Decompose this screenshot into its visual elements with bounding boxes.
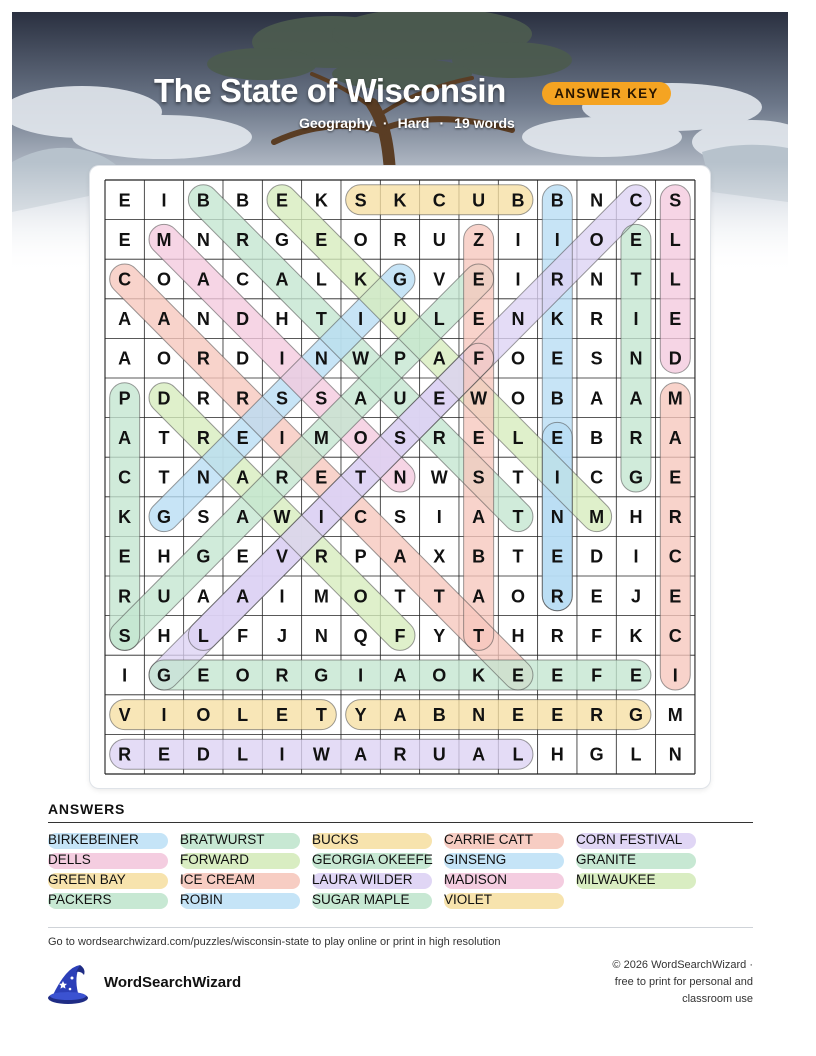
grid-letter[interactable]: A <box>118 348 132 369</box>
grid-letter[interactable]: I <box>672 665 678 686</box>
puzzle-meta <box>299 115 515 131</box>
grid-letter[interactable]: S <box>472 467 485 488</box>
grid-letter[interactable]: R <box>196 348 210 369</box>
grid-letter[interactable]: O <box>353 586 368 607</box>
grid-letter[interactable]: C <box>432 190 446 211</box>
grid-letter[interactable]: E <box>472 309 485 330</box>
grid-letter[interactable]: B <box>590 427 604 448</box>
grid-letter[interactable]: V <box>118 705 131 726</box>
grid-letter[interactable]: O <box>510 586 525 607</box>
grid-letter[interactable]: A <box>236 507 250 528</box>
grid-letter[interactable]: L <box>237 744 249 765</box>
grid-letter[interactable]: I <box>554 467 560 488</box>
grid-letter[interactable]: E <box>118 546 131 567</box>
grid-letter[interactable]: E <box>629 229 642 250</box>
grid-letter[interactable]: F <box>473 348 485 369</box>
play-online-note: Go to wordsearchwizard.com/puzzles/wisconsin-state to play online or print in high resolution <box>48 936 501 948</box>
answer-word: LAURA WILDER <box>312 872 413 888</box>
grid-letter[interactable]: I <box>279 586 285 607</box>
grid-letter[interactable]: W <box>312 744 330 765</box>
grid-letter[interactable]: I <box>436 507 442 528</box>
grid-letter[interactable]: M <box>589 507 605 528</box>
grid-letter[interactable]: B <box>550 190 564 211</box>
grid-letter[interactable]: I <box>161 705 167 726</box>
grid-letter[interactable]: N <box>590 190 604 211</box>
grid-letter[interactable]: T <box>630 269 642 290</box>
grid-letter[interactable]: R <box>275 665 289 686</box>
grid-letter[interactable]: V <box>275 546 288 567</box>
answer-word: BRATWURST <box>180 832 265 848</box>
grid-letter[interactable]: E <box>551 427 564 448</box>
grid-letter[interactable]: A <box>590 388 604 409</box>
grid-letter[interactable]: S <box>393 507 406 528</box>
grid-letter[interactable]: I <box>161 190 167 211</box>
grid-letter[interactable]: L <box>433 309 445 330</box>
grid-letter[interactable]: A <box>196 586 210 607</box>
category-label: Geography <box>299 115 373 131</box>
grid-letter[interactable]: C <box>118 467 132 488</box>
grid-letter[interactable]: E <box>629 665 642 686</box>
grid-letter[interactable]: E <box>551 546 564 567</box>
grid-letter[interactable]: K <box>629 625 643 646</box>
grid-letter[interactable]: U <box>393 388 407 409</box>
answer-word: SUGAR MAPLE <box>312 892 410 908</box>
grid-letter[interactable]: O <box>156 348 172 369</box>
grid-letter[interactable]: T <box>512 507 524 528</box>
grid-letter[interactable]: X <box>433 546 446 567</box>
grid-letter[interactable]: L <box>237 705 249 726</box>
grid-letter[interactable]: H <box>511 625 525 646</box>
grid-letter[interactable]: I <box>358 665 364 686</box>
grid-letter[interactable]: C <box>668 546 682 567</box>
grid-letter[interactable]: A <box>393 546 407 567</box>
grid-letter[interactable]: A <box>236 467 250 488</box>
grid-letter[interactable]: N <box>196 229 210 250</box>
grid-letter[interactable]: O <box>589 229 604 250</box>
grid-letter[interactable]: S <box>590 348 603 369</box>
answer-word: PACKERS <box>48 892 112 908</box>
answer-word: CARRIE CATT <box>444 832 533 848</box>
grid-letter[interactable]: U <box>393 309 407 330</box>
copyright-line: classroom use <box>682 993 753 1005</box>
grid-letter[interactable]: R <box>393 229 407 250</box>
grid-letter[interactable]: B <box>550 388 564 409</box>
grid-letter[interactable]: L <box>630 744 642 765</box>
grid-letter[interactable]: T <box>512 467 524 488</box>
grid-letter[interactable]: A <box>157 309 171 330</box>
grid-letter[interactable]: D <box>236 348 250 369</box>
difficulty-label: Hard <box>397 115 430 131</box>
grid-letter[interactable]: E <box>118 190 131 211</box>
grid-letter[interactable]: O <box>196 705 211 726</box>
grid-letter[interactable]: U <box>432 744 446 765</box>
meta-separator: · <box>439 115 445 131</box>
grid-letter[interactable]: N <box>511 309 525 330</box>
grid-letter[interactable]: L <box>512 744 524 765</box>
grid-letter[interactable]: E <box>236 427 249 448</box>
answer-word: ICE CREAM <box>180 872 255 888</box>
grid-letter[interactable]: R <box>118 586 132 607</box>
grid-letter[interactable]: D <box>590 546 604 567</box>
grid-letter[interactable]: H <box>157 625 171 646</box>
grid-letter[interactable]: E <box>551 665 564 686</box>
grid-letter[interactable]: R <box>432 427 446 448</box>
grid-letter[interactable]: P <box>393 348 406 369</box>
grid-letter[interactable]: A <box>196 269 210 290</box>
answer-word: BUCKS <box>312 832 359 848</box>
grid-letter[interactable]: G <box>156 665 172 686</box>
grid-letter[interactable]: M <box>313 427 329 448</box>
grid-letter[interactable]: S <box>197 507 210 528</box>
answer-word: GEORGIA OKEEFE <box>312 852 433 867</box>
grid-letter[interactable]: R <box>118 744 132 765</box>
answer-key-badge: ANSWER KEY <box>542 82 671 105</box>
grid-letter[interactable]: E <box>275 705 288 726</box>
grid-letter[interactable]: S <box>118 625 131 646</box>
grid-letter[interactable]: T <box>315 705 327 726</box>
grid-letter[interactable]: L <box>669 229 681 250</box>
answer-word: FORWARD <box>180 852 249 868</box>
grid-letter[interactable]: R <box>275 467 289 488</box>
grid-letter[interactable]: E <box>511 665 524 686</box>
grid-letter[interactable]: R <box>314 546 328 567</box>
grid-letter[interactable]: Y <box>433 625 446 646</box>
grid-letter[interactable]: D <box>196 744 210 765</box>
grid-letter[interactable]: D <box>157 388 171 409</box>
grid-letter[interactable]: A <box>118 309 132 330</box>
grid-letter[interactable]: Q <box>353 625 368 646</box>
grid-letter[interactable]: R <box>550 269 564 290</box>
grid-letter[interactable]: P <box>354 546 367 567</box>
brand-name[interactable]: WordSearchWizard <box>104 974 242 991</box>
grid-letter[interactable]: N <box>314 625 328 646</box>
answer-word: GRANITE <box>576 852 636 868</box>
answers-list <box>48 830 753 914</box>
grid-letter[interactable]: D <box>236 309 250 330</box>
grid-letter[interactable]: J <box>276 625 287 646</box>
grid-letter[interactable]: E <box>669 586 682 607</box>
grid-letter[interactable]: T <box>158 427 170 448</box>
grid-letter[interactable]: O <box>353 229 368 250</box>
grid-letter[interactable]: E <box>315 229 328 250</box>
grid-letter[interactable]: E <box>118 229 131 250</box>
grid-letter[interactable]: N <box>393 467 407 488</box>
grid-letter[interactable]: R <box>236 229 250 250</box>
grid-letter[interactable]: S <box>315 388 328 409</box>
word-search-grid[interactable] <box>90 166 710 788</box>
grid-letter[interactable]: A <box>354 388 368 409</box>
grid-letter[interactable]: E <box>433 388 446 409</box>
grid-letter[interactable]: E <box>275 190 288 211</box>
grid-letter[interactable]: Y <box>354 705 367 726</box>
word-count-label: 19 words <box>454 115 515 131</box>
grid-letter[interactable]: T <box>158 467 170 488</box>
grid-letter[interactable]: R <box>590 705 604 726</box>
grid-letter[interactable]: G <box>196 546 211 567</box>
grid-letter[interactable]: A <box>472 744 486 765</box>
grid-letter[interactable]: A <box>275 269 289 290</box>
grid-letter[interactable]: I <box>515 269 521 290</box>
grid-letter[interactable]: C <box>354 507 368 528</box>
grid-letter[interactable]: K <box>472 665 486 686</box>
grid-letter[interactable]: T <box>355 467 367 488</box>
copyright-note <box>612 957 753 1008</box>
grid-letter[interactable]: C <box>629 190 643 211</box>
grid-letter[interactable]: F <box>591 625 603 646</box>
grid-letter[interactable]: S <box>393 427 406 448</box>
grid-letter[interactable]: T <box>315 309 327 330</box>
grid-letter[interactable]: N <box>314 348 328 369</box>
grid-letter[interactable]: N <box>629 348 643 369</box>
grid-letter[interactable]: L <box>197 625 209 646</box>
grid-letter[interactable]: K <box>314 190 328 211</box>
grid-letter[interactable]: E <box>236 546 249 567</box>
grid-letter[interactable]: T <box>394 586 406 607</box>
grid-letter[interactable]: W <box>430 467 448 488</box>
answer-word: CORN FESTIVAL <box>576 832 682 848</box>
grid-letter[interactable]: E <box>551 705 564 726</box>
grid-letter[interactable]: O <box>432 665 447 686</box>
grid-letter[interactable]: R <box>196 388 210 409</box>
grid-letter[interactable]: G <box>628 705 643 726</box>
grid-letter[interactable]: F <box>394 625 406 646</box>
grid-letter[interactable]: I <box>279 348 285 369</box>
grid-letter[interactable]: I <box>279 427 285 448</box>
grid-letter[interactable]: E <box>472 269 485 290</box>
answer-word: MADISON <box>444 872 507 888</box>
meta-separator: · <box>382 115 388 131</box>
grid-letter[interactable]: A <box>118 427 132 448</box>
grid-letter[interactable]: G <box>274 229 289 250</box>
grid-letter[interactable]: B <box>196 190 210 211</box>
grid-letter[interactable]: R <box>550 586 564 607</box>
grid-letter[interactable]: G <box>589 744 604 765</box>
grid-letter[interactable]: I <box>279 744 285 765</box>
grid-letter[interactable]: B <box>432 705 446 726</box>
grid-letter[interactable]: S <box>669 190 682 211</box>
divider <box>48 927 753 928</box>
grid-letter[interactable]: B <box>511 190 525 211</box>
grid-letter[interactable]: G <box>314 665 329 686</box>
grid-letter[interactable]: A <box>432 348 446 369</box>
grid-letter[interactable]: K <box>550 309 564 330</box>
grid-letter[interactable]: G <box>392 269 407 290</box>
grid-letter[interactable]: I <box>122 665 128 686</box>
grid-letter[interactable]: C <box>668 625 682 646</box>
grid-letter[interactable]: M <box>313 586 329 607</box>
grid-letter[interactable]: I <box>554 229 560 250</box>
grid-letter[interactable]: O <box>156 269 172 290</box>
grid-letter[interactable]: I <box>515 229 521 250</box>
grid-letter[interactable]: O <box>235 665 250 686</box>
grid-letter[interactable]: W <box>470 388 488 409</box>
grid-letter[interactable]: N <box>472 705 486 726</box>
grid-letter[interactable]: N <box>550 507 564 528</box>
grid-letter[interactable]: A <box>472 586 486 607</box>
answer-word: DELLS <box>48 852 91 868</box>
grid-letter[interactable]: A <box>668 427 682 448</box>
grid-letter[interactable]: U <box>157 586 171 607</box>
grid-letter[interactable]: W <box>352 348 370 369</box>
grid-letter[interactable]: I <box>633 309 639 330</box>
answer-word: MILWAUKEE <box>576 872 656 888</box>
grid-letter[interactable]: A <box>472 507 486 528</box>
grid-letter[interactable]: E <box>590 586 603 607</box>
grid-letter[interactable]: I <box>358 309 364 330</box>
grid-letter[interactable]: H <box>629 507 643 528</box>
grid-letter[interactable]: I <box>318 507 324 528</box>
grid-letter[interactable]: V <box>433 269 446 290</box>
grid-letter[interactable]: R <box>668 507 682 528</box>
grid-letter[interactable]: S <box>354 190 367 211</box>
grid-letter[interactable]: B <box>472 546 486 567</box>
grid-letter[interactable]: M <box>156 229 172 250</box>
grid-letter[interactable]: B <box>236 190 250 211</box>
grid-letter[interactable]: N <box>590 269 604 290</box>
answer-word: BIRKEBEINER <box>48 832 139 848</box>
grid-letter[interactable]: O <box>510 388 525 409</box>
grid-letter[interactable]: G <box>156 507 172 528</box>
grid-letter[interactable]: E <box>511 705 524 726</box>
grid-letters <box>118 190 683 764</box>
grid-letter[interactable]: T <box>433 586 445 607</box>
copyright-line: © 2026 WordSearchWizard · <box>612 959 753 971</box>
grid-letter[interactable]: M <box>667 388 683 409</box>
grid-letter[interactable]: E <box>472 427 485 448</box>
answer-word: VIOLET <box>444 892 492 908</box>
grid-letter[interactable]: F <box>237 625 249 646</box>
grid-letter[interactable]: D <box>668 348 682 369</box>
grid-letter[interactable]: C <box>236 269 250 290</box>
grid-letter[interactable]: U <box>472 190 486 211</box>
grid-letter[interactable]: E <box>669 467 682 488</box>
grid-letter[interactable]: H <box>550 744 564 765</box>
puzzle-card <box>90 166 710 788</box>
grid-letter[interactable]: R <box>236 388 250 409</box>
grid-letter[interactable]: E <box>315 467 328 488</box>
grid-letter[interactable]: T <box>473 625 485 646</box>
answer-word: GINSENG <box>444 852 506 868</box>
grid-letter[interactable]: W <box>273 507 291 528</box>
copyright-line: free to print for personal and <box>614 976 753 988</box>
grid-letter[interactable]: N <box>196 467 210 488</box>
grid-letter[interactable]: E <box>551 348 564 369</box>
grid-letter[interactable]: L <box>669 269 681 290</box>
divider <box>48 822 753 823</box>
answer-word: ROBIN <box>180 892 223 908</box>
grid-letter[interactable]: E <box>669 309 682 330</box>
grid-letter[interactable]: O <box>353 427 368 448</box>
grid-letter[interactable]: T <box>512 546 524 567</box>
grid-letter[interactable]: C <box>118 269 132 290</box>
grid-letter[interactable]: N <box>196 309 210 330</box>
grid-letter[interactable]: R <box>550 625 564 646</box>
grid-letter[interactable]: K <box>354 269 368 290</box>
grid-letter[interactable]: J <box>630 586 641 607</box>
grid-letter[interactable]: R <box>196 427 210 448</box>
grid-letter[interactable]: A <box>629 388 643 409</box>
grid-letter[interactable]: E <box>197 665 210 686</box>
grid-letter[interactable]: L <box>512 427 524 448</box>
grid-letter[interactable]: H <box>157 546 171 567</box>
page-title: The State of Wisconsin <box>154 72 506 109</box>
wizard-hat-icon <box>46 963 92 1005</box>
grid-letter[interactable]: A <box>354 744 368 765</box>
grid-letter[interactable]: K <box>118 507 132 528</box>
grid-letter[interactable]: E <box>157 744 171 765</box>
grid-letter[interactable]: A <box>236 586 250 607</box>
grid-letter[interactable]: I <box>633 546 639 567</box>
grid-letter[interactable]: U <box>432 229 446 250</box>
answer-word: GREEN BAY <box>48 872 126 888</box>
grid-letter[interactable]: A <box>393 705 407 726</box>
grid-letter[interactable]: N <box>668 744 682 765</box>
grid-letter[interactable]: R <box>393 744 407 765</box>
grid-letter[interactable]: G <box>628 467 643 488</box>
grid-letter[interactable]: P <box>118 388 131 409</box>
grid-letter[interactable]: C <box>590 467 604 488</box>
answers-heading: ANSWERS <box>48 801 126 817</box>
grid-letter[interactable]: O <box>510 348 525 369</box>
grid-letter[interactable]: R <box>590 309 604 330</box>
grid-letter[interactable]: M <box>667 705 683 726</box>
grid-letter[interactable]: R <box>629 427 643 448</box>
grid-letter[interactable]: L <box>315 269 327 290</box>
grid-letter[interactable]: K <box>393 190 407 211</box>
grid-letter[interactable]: H <box>275 309 289 330</box>
grid-letter[interactable]: Z <box>473 229 485 250</box>
grid-letter[interactable]: F <box>591 665 603 686</box>
grid-letter[interactable]: A <box>393 665 407 686</box>
grid-letter[interactable]: S <box>275 388 288 409</box>
